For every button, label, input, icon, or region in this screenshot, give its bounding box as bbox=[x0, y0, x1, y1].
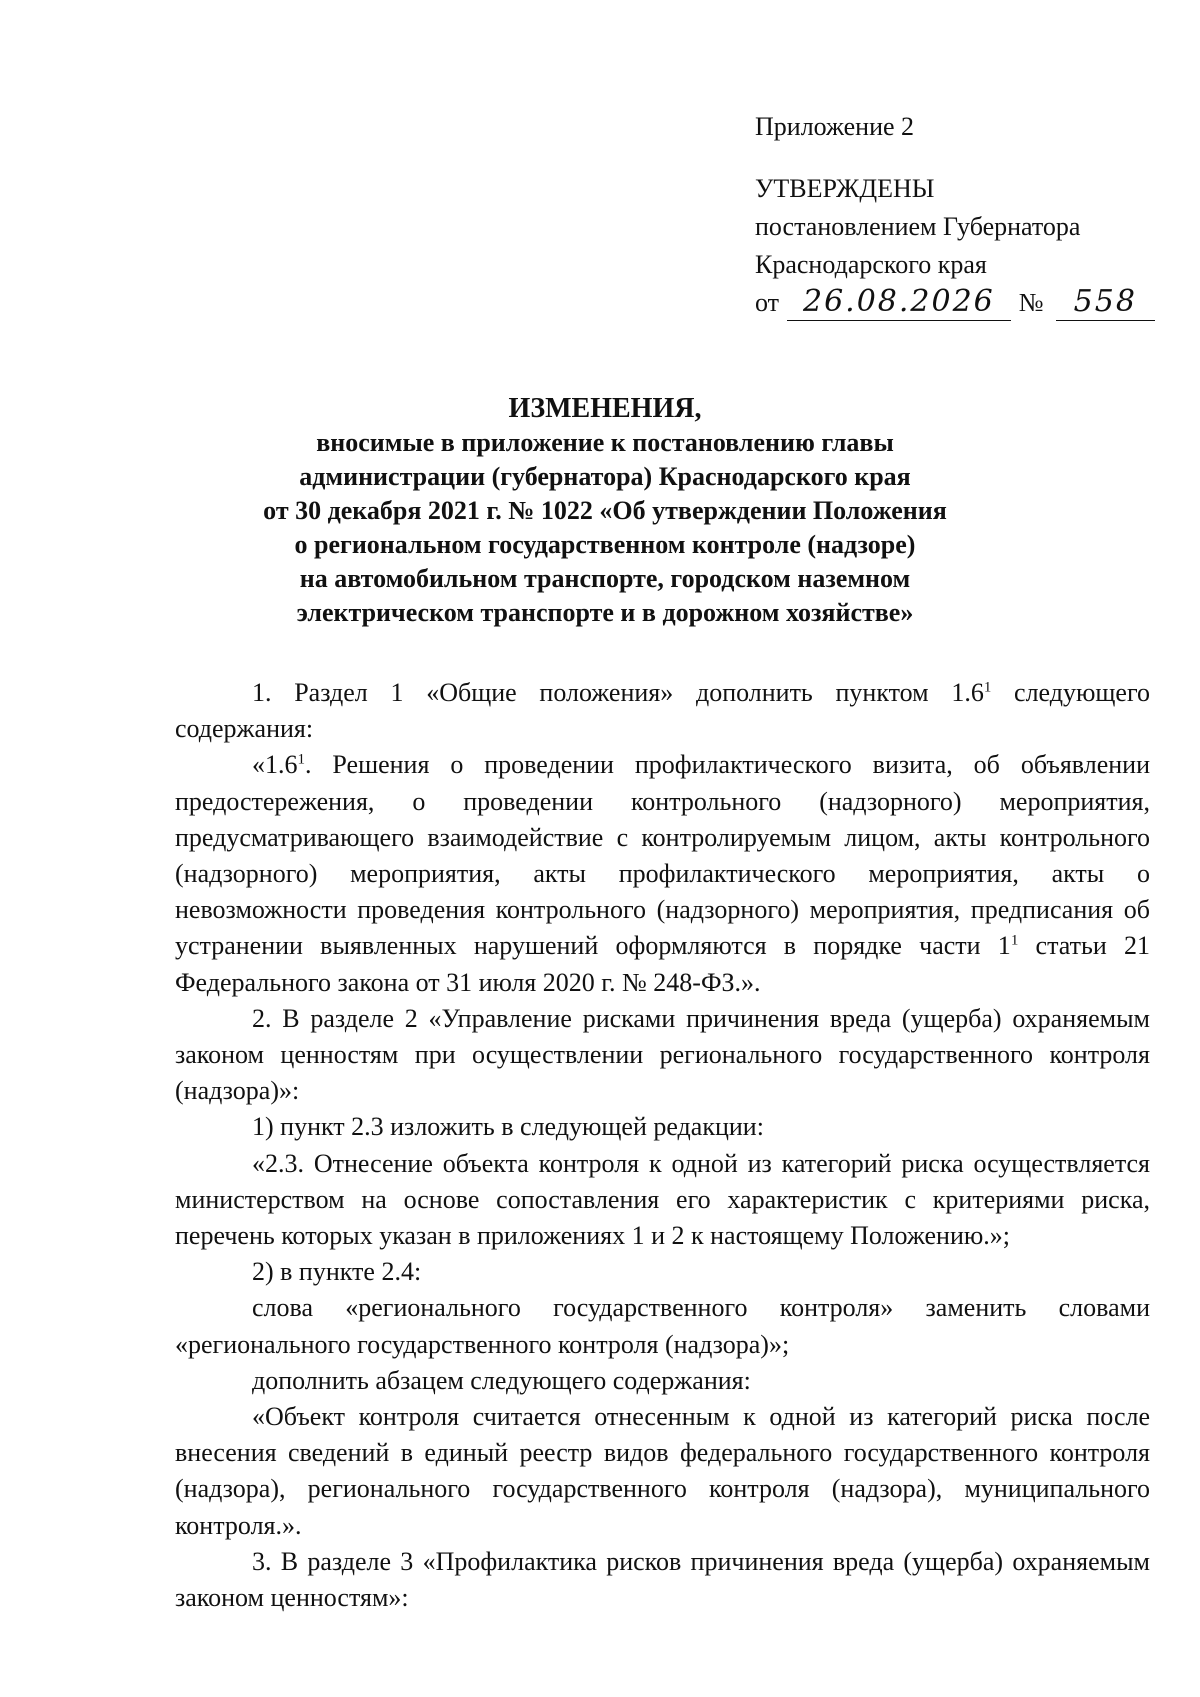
title-line: на автомобильном транспорте, городском наземном bbox=[299, 564, 911, 593]
title-line: администрации (губернатора) Краснодарского края bbox=[299, 462, 911, 491]
superscript: 1 bbox=[1010, 932, 1019, 949]
superscript: 1 bbox=[983, 679, 992, 696]
superscript: 1 bbox=[297, 751, 305, 768]
number-prefix: № bbox=[1018, 288, 1044, 317]
paragraph-4: 1) пункт 2.3 изложить в следующей редакции: bbox=[252, 1112, 764, 1142]
annex-label: Приложение 2 bbox=[755, 112, 915, 141]
document-title bbox=[175, 392, 1035, 630]
paragraph-9: «Объект контроля считается отнесенным к одной из категорий риска после внесения сведений в единый реестр видов федерального государственного контроля (надзора), регионального государственного контроля (надзора), муниципального контроля.». bbox=[175, 1402, 1150, 1540]
paragraph-3: 2. В разделе 2 «Управление рисками причинения вреда (ущерба) охраняемым законом ценностям при осуществлении регионального государственного контроля (надзора)»: bbox=[175, 1003, 1150, 1106]
handwritten-number: 558 bbox=[1056, 284, 1155, 321]
date-number-row bbox=[755, 284, 1155, 322]
approved-by-line-1: постановлением Губернатора bbox=[755, 212, 1081, 241]
date-prefix: от bbox=[755, 288, 780, 317]
paragraph-10: 3. В разделе 3 «Профилактика рисков причинения вреда (ущерба) охраняемым законом ценностям»: bbox=[175, 1546, 1150, 1613]
paragraph-5: «2.3. Отнесение объекта контроля к одной из категорий риска осуществляется министерством на основе сопоставления его характеристик с критериями риска, перечень которых указан в приложениях 1 и 2 к настоящему Положению.»; bbox=[175, 1148, 1150, 1251]
paragraph-7: слова «регионального государственного контроля» заменить словами «регионального государственного контроля (надзора)»; bbox=[175, 1293, 1150, 1359]
document-body bbox=[175, 675, 1150, 1616]
title-line: о региональном государственном контроле (надзоре) bbox=[294, 530, 916, 559]
title-line: от 30 декабря 2021 г. № 1022 «Об утверждении Положения bbox=[263, 496, 947, 525]
paragraph-8: дополнить абзацем следующего содержания: bbox=[252, 1365, 751, 1395]
approval-block bbox=[755, 108, 1155, 322]
title-line: вносимые в приложение к постановлению главы bbox=[316, 428, 894, 457]
paragraph-2 bbox=[175, 747, 1150, 1000]
paragraph-2-text-c: статьи 21 Федерального закона от 31 июля 2020 г. № 248-ФЗ.». bbox=[175, 931, 1150, 997]
paragraph-2-text-a: «1.6 bbox=[252, 750, 298, 780]
paragraph-1-text-a: 1. Раздел 1 «Общие положения» дополнить пунктом 1.6 bbox=[252, 678, 984, 707]
approved-by-line-2: Краснодарского края bbox=[755, 250, 987, 279]
paragraph-1-text-b: следующего содержания: bbox=[175, 678, 1150, 744]
approved-heading: УТВЕРЖДЕНЫ bbox=[755, 174, 935, 203]
paragraph-2-text-b: . Решения о проведении профилактического визита, об объявлении предостережения, о проведении контрольного (надзорного) мероприятия, предусматривающего взаимодействие с контролируемым лицом, акты контрольного (надзорного) мероприятия, акты профилактического мероприятия, акты о невозможности проведения контрольного (надзорного) мероприятия, предписания об устранении выявленных нарушений оформляются в порядке части 1 bbox=[175, 750, 1150, 961]
title-line: электрическом транспорте и в дорожном хозяйстве» bbox=[296, 598, 914, 627]
paragraph-1 bbox=[175, 675, 1150, 747]
paragraph-6: 2) в пункте 2.4: bbox=[252, 1257, 422, 1287]
handwritten-date: 26.08.2026 bbox=[787, 284, 1011, 321]
title-main: ИЗМЕНЕНИЯ, bbox=[508, 393, 702, 424]
